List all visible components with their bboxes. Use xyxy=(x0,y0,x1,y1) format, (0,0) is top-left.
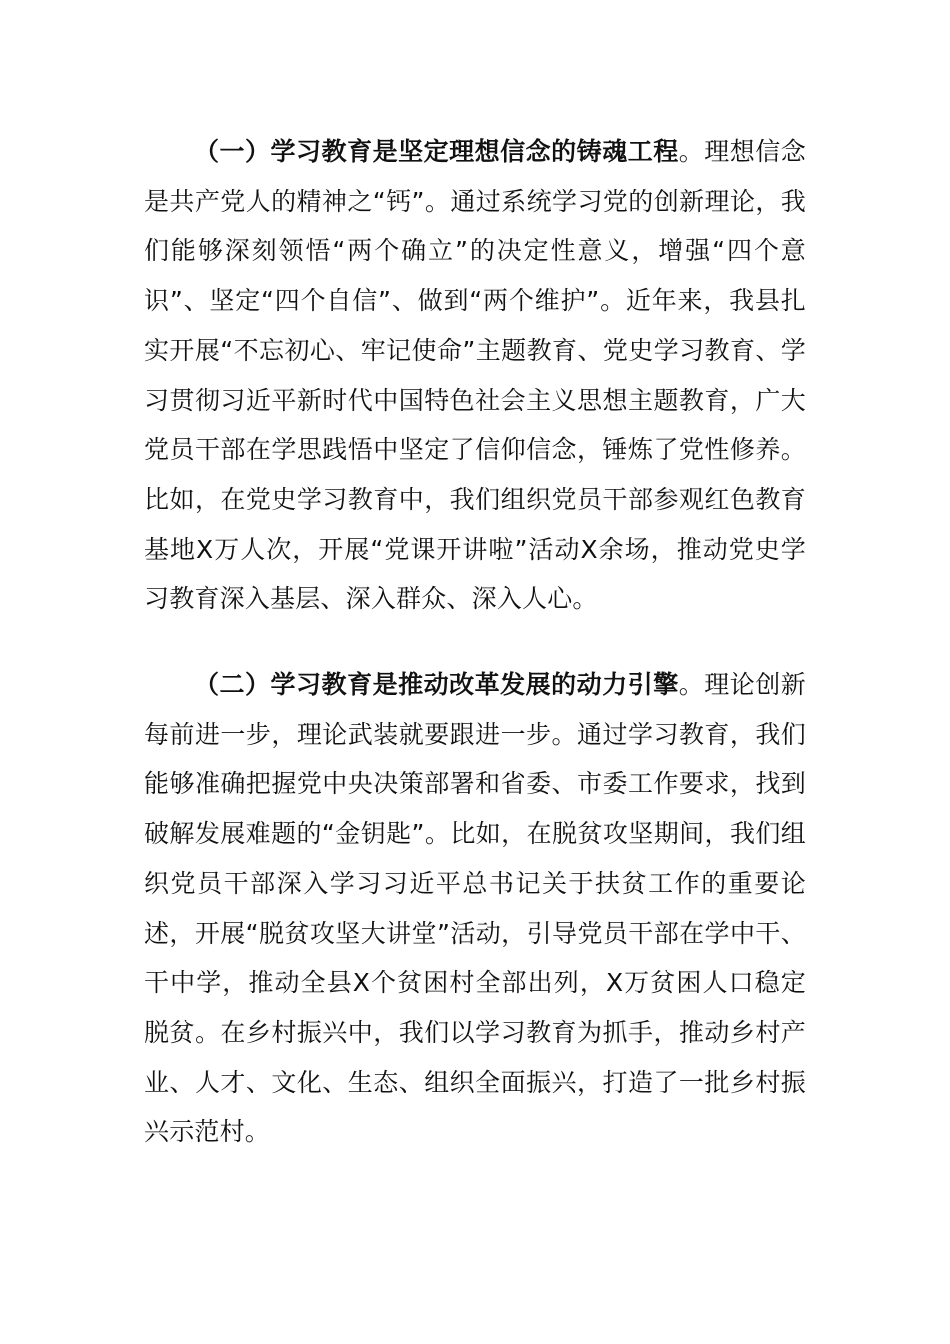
section-2-body: 。理论创新每前进一步，理论武装就要跟进一步。通过学习教育，我们能够准确把握党中央决策部署和省委、市委工作要求，找到破解发展难题的“金钥匙”。比如，在脱贫攻坚期间，我们组织党员干部深入学习习近平总书记关于扶贫工作的重要论述，开展“脱贫攻坚大讲堂”活动，引导党员干部在学中干、干中学，推动全县X个贫困村全部出列，X万贫困人口稳定脱贫。在乡村振兴中，我们以学习教育为抓手，推动乡村产业、人才、文化、生态、组织全面振兴，打造了一批乡村振兴示范村。 xyxy=(144,670,806,1147)
section-2-paragraph xyxy=(144,660,806,1157)
section-1-paragraph xyxy=(144,127,806,624)
section-2-heading: （二）学习教育是推动改革发展的动力引擎 xyxy=(194,670,679,699)
section-1-body: 。理想信念是共产党人的精神之“钙”。通过系统学习党的创新理论，我们能够深刻领悟“两个确立”的决定性意义，增强“四个意识”、坚定“四个自信”、做到“两个维护”。近年来，我县扎实开展“不忘初心、牢记使命”主题教育、党史学习教育、学习贯彻习近平新时代中国特色社会主义思想主题教育，广大党员干部在学思践悟中坚定了信仰信念，锤炼了党性修养。比如，在党史学习教育中，我们组织党员干部参观红色教育基地X万人次，开展“党课开讲啦”活动X余场，推动党史学习教育深入基层、深入群众、深入人心。 xyxy=(144,137,806,614)
section-1-heading: （一）学习教育是坚定理想信念的铸魂工程 xyxy=(194,137,679,166)
